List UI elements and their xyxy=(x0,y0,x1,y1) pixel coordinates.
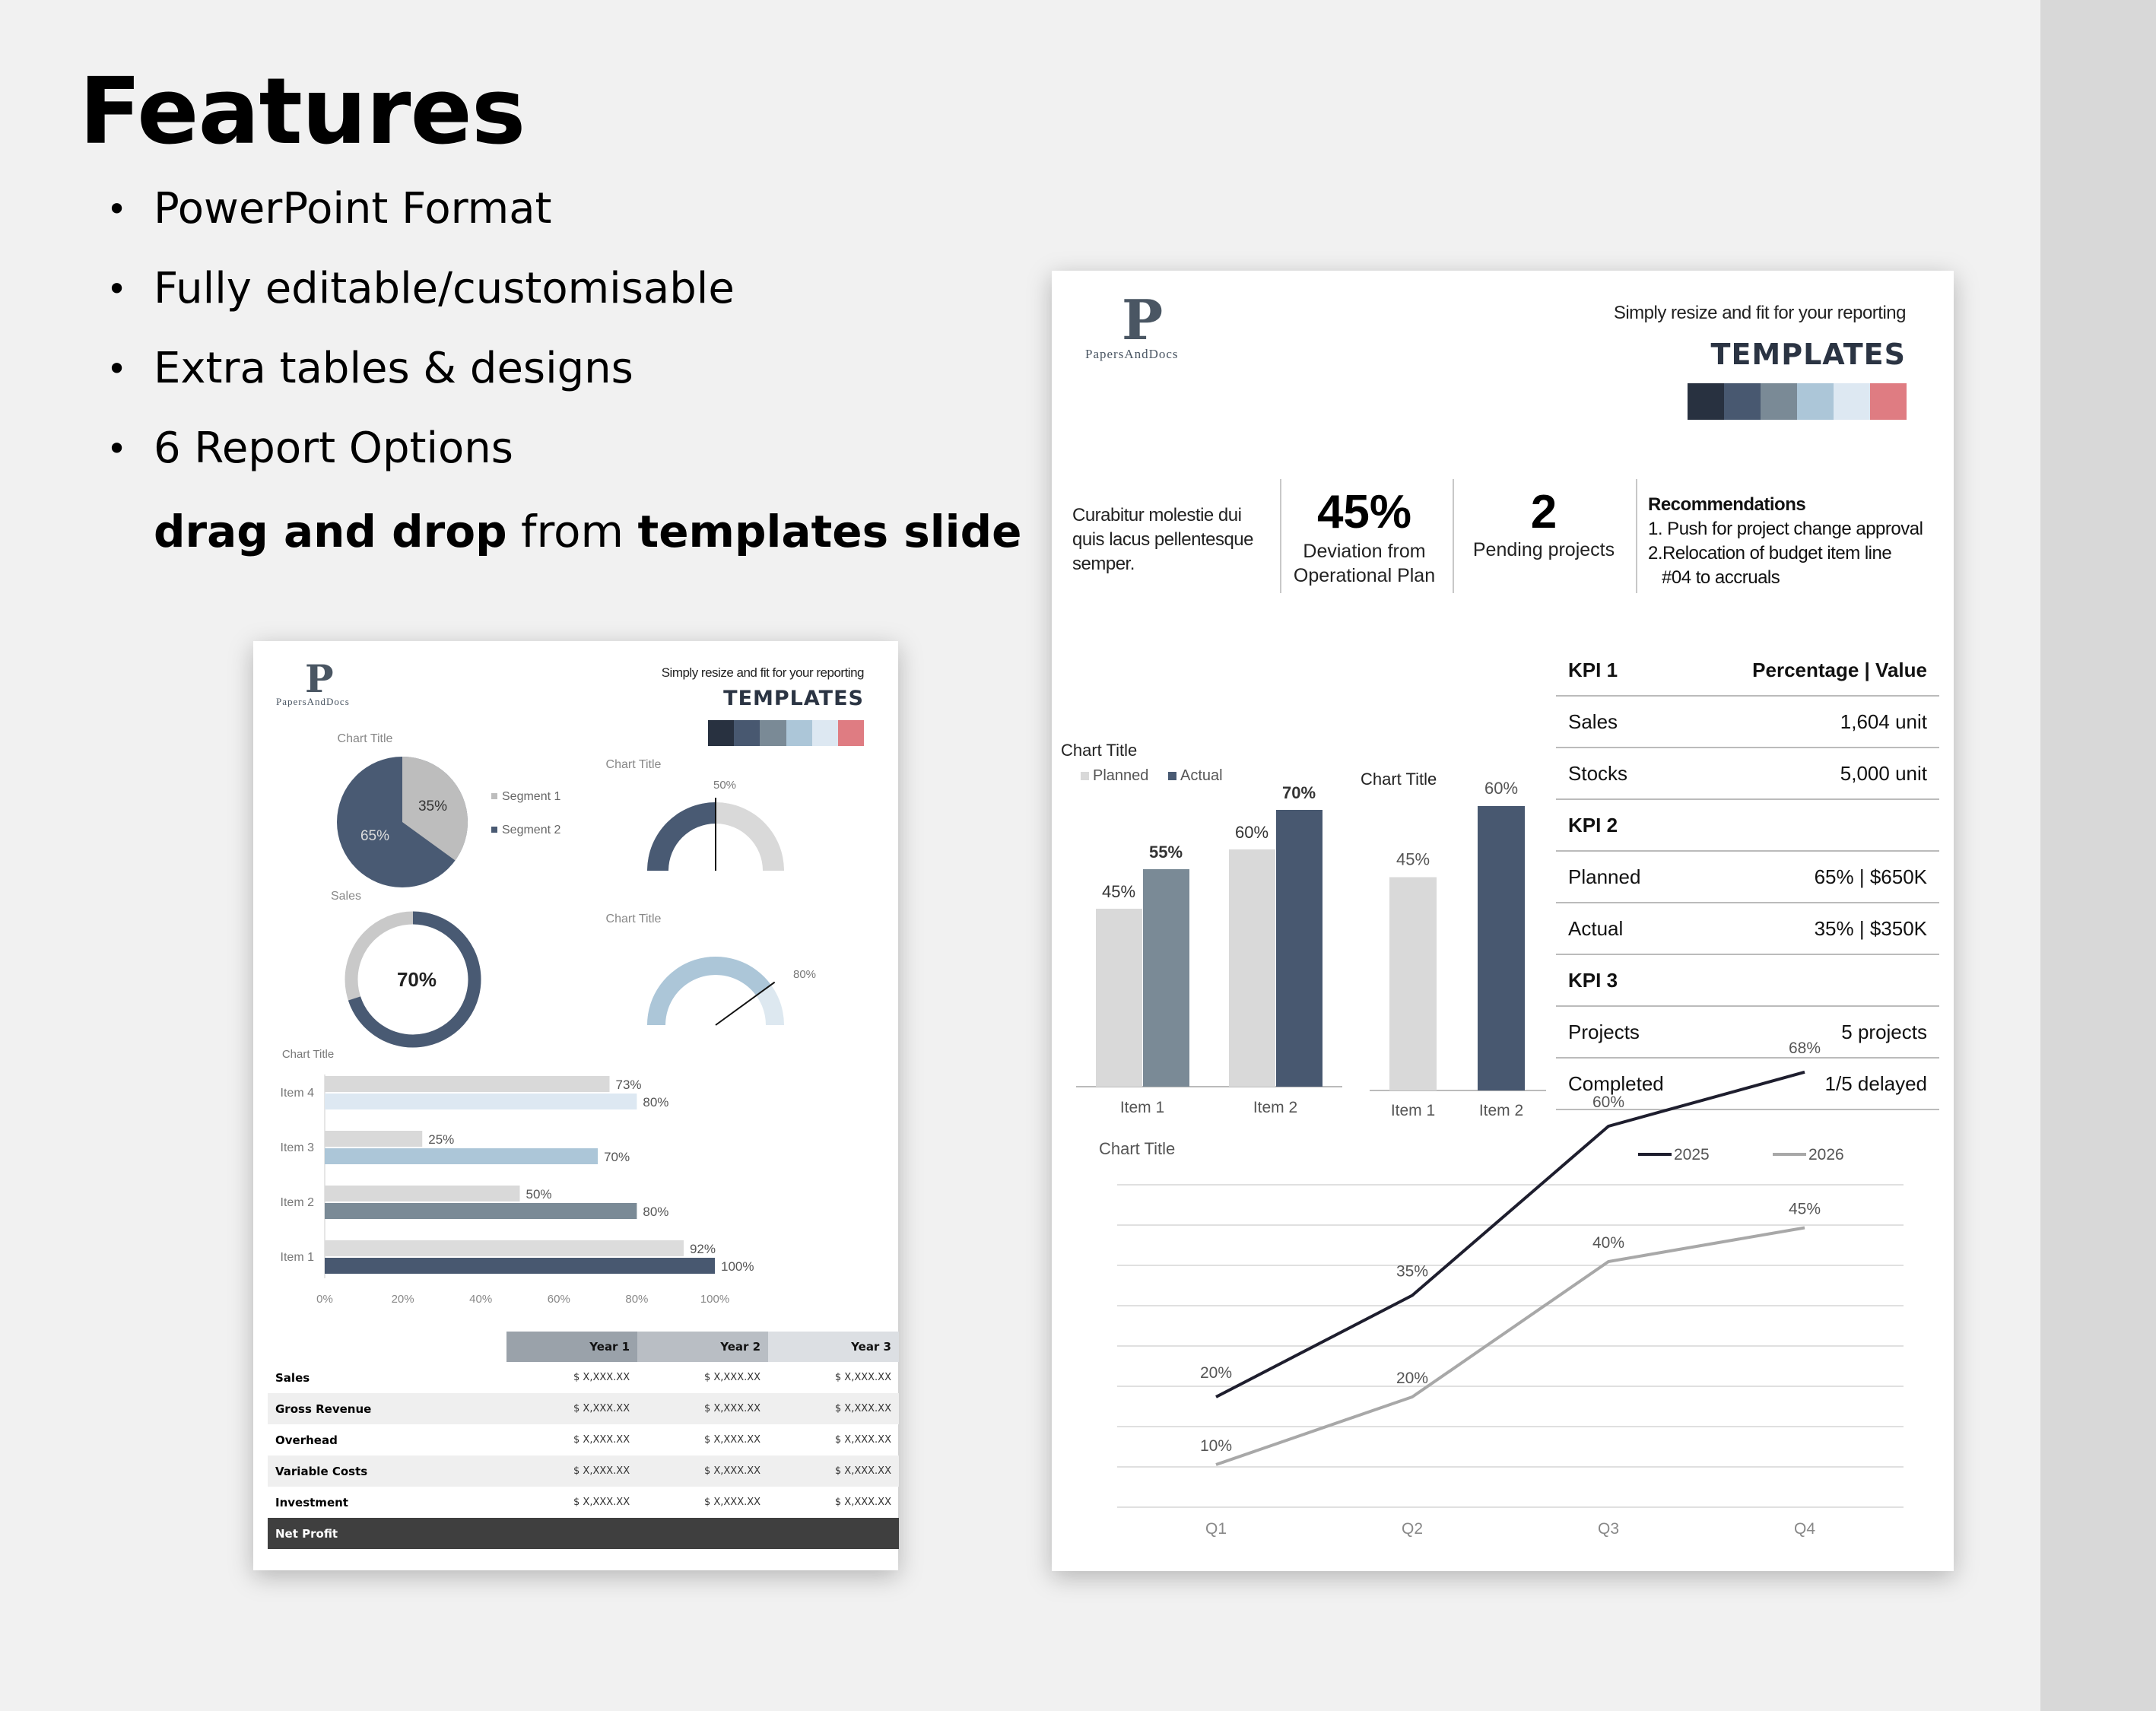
tagline: Simply resize and fit for your reporting xyxy=(661,665,864,680)
kpi-value: 35% | $350K xyxy=(1700,903,1939,954)
table-cell: $ X,XXX.XX xyxy=(834,1465,891,1477)
table-cell: $ X,XXX.XX xyxy=(573,1403,630,1414)
table-cell: $ X,XXX.XX xyxy=(573,1465,630,1477)
line-point-label: 68% xyxy=(1788,1039,1821,1057)
hbar-x-ticks xyxy=(316,1293,729,1306)
feature-text: Fully editable/customisable xyxy=(154,264,735,313)
hbar-bar-series-2 xyxy=(325,1258,715,1274)
hbar-value-label: 92% xyxy=(689,1242,716,1256)
line-x-tick: Q2 xyxy=(1401,1520,1424,1538)
feature-item xyxy=(106,342,735,422)
brand-logo-letter: P xyxy=(1122,287,1164,352)
stat-deviation-value: 45% xyxy=(1316,486,1412,538)
hbar-x-tick: 60% xyxy=(547,1293,570,1306)
feature-text: PowerPoint Format xyxy=(154,184,552,233)
brand-logo-name: PapersAndDocs xyxy=(276,696,350,707)
hbar-value-label: 100% xyxy=(721,1259,754,1274)
kpi-label: Planned xyxy=(1556,851,1700,903)
grouped-bar xyxy=(1276,810,1322,1087)
grouped-bar-value-label: 55% xyxy=(1148,843,1183,862)
simple-bar-value-label: 45% xyxy=(1396,849,1430,869)
hbar-bar-series-1 xyxy=(325,1186,520,1202)
donut-value: 70% xyxy=(396,968,437,991)
hbar-category-label: Item 2 xyxy=(280,1196,314,1209)
grouped-bar xyxy=(1229,849,1275,1087)
line-point-label: 60% xyxy=(1592,1094,1625,1111)
table-header-year-1: Year 1 xyxy=(506,1332,637,1362)
drag-drop-note xyxy=(154,506,1021,557)
stat-pending-label: Pending projects xyxy=(1472,539,1615,560)
line-point-label: 45% xyxy=(1788,1200,1821,1218)
table-row xyxy=(268,1362,899,1393)
table-row-label: Gross Revenue xyxy=(275,1401,372,1416)
page-title: Features xyxy=(79,59,526,165)
simple-bar-value-label: 60% xyxy=(1484,779,1519,798)
kpi-value: Percentage | Value xyxy=(1700,645,1939,696)
legend-label-segment-1: Segment 1 xyxy=(502,790,561,803)
stat-deviation-label-1: Deviation from xyxy=(1303,541,1426,562)
hbar-bar-series-1 xyxy=(325,1131,422,1147)
simple-bar-category-label: Item 2 xyxy=(1478,1102,1524,1119)
hbar-bar-series-2 xyxy=(325,1203,637,1219)
kpi-label: Projects xyxy=(1556,1006,1700,1058)
templates-heading: TEMPLATES xyxy=(1710,338,1906,371)
recommendation-2-cont: #04 to accruals xyxy=(1662,567,1780,588)
simple-bar-category-label: Item 1 xyxy=(1390,1102,1436,1119)
bullet-icon: • xyxy=(106,189,128,230)
line-x-tick: Q4 xyxy=(1793,1520,1816,1538)
drag-drop-from: from xyxy=(506,506,638,557)
recommendations-title: Recommendations xyxy=(1648,494,1806,515)
table-cell: $ X,XXX.XX xyxy=(703,1465,761,1477)
line-point-label: 35% xyxy=(1396,1262,1429,1281)
report-preview-small xyxy=(253,641,898,1570)
pie-label-segment-2: 65% xyxy=(360,828,390,844)
kpi-value: 65% | $650K xyxy=(1700,851,1939,903)
grouped-bar-value-label: 70% xyxy=(1281,783,1316,802)
hbar-bar-series-1 xyxy=(325,1076,609,1092)
legend-label-2025: 2025 xyxy=(1674,1146,1710,1163)
table-cell: $ X,XXX.XX xyxy=(573,1497,630,1508)
kpi-value: 5 projects xyxy=(1700,1006,1939,1058)
table-cell: $ X,XXX.XX xyxy=(834,1372,891,1383)
templates-slide-bold: templates slide xyxy=(637,506,1022,557)
hbar-value-label: 50% xyxy=(526,1187,552,1202)
legend-label-planned: Planned xyxy=(1093,767,1149,784)
table-cell: $ X,XXX.XX xyxy=(703,1497,761,1508)
legend-swatch-segment-1 xyxy=(491,793,497,799)
table-row-label: Variable Costs xyxy=(275,1464,368,1478)
report-preview-large xyxy=(1052,271,1954,1571)
donut-title: Sales xyxy=(330,890,362,903)
grouped-bar-chart xyxy=(1096,783,1322,1116)
arc-gauge-title: Chart Title xyxy=(605,913,662,925)
tagline: Simply resize and fit for your reporting xyxy=(1613,303,1906,323)
table-header-year-2: Year 2 xyxy=(637,1332,768,1362)
line-chart-title: Chart Title xyxy=(1099,1139,1176,1158)
table-cell: $ X,XXX.XX xyxy=(834,1434,891,1446)
hbar-value-label: 70% xyxy=(604,1150,630,1164)
hbar-x-tick: 20% xyxy=(391,1293,414,1306)
stat-pending-value: 2 xyxy=(1530,486,1557,538)
table-row xyxy=(268,1393,899,1424)
legend-label-2026: 2026 xyxy=(1808,1146,1844,1163)
table-cell: $ X,XXX.XX xyxy=(703,1434,761,1446)
line-point-label: 20% xyxy=(1199,1364,1233,1382)
templates-heading: TEMPLATES xyxy=(723,687,864,710)
feature-item xyxy=(106,183,735,262)
table-cell: $ X,XXX.XX xyxy=(703,1403,761,1414)
stat-deviation-label-2: Operational Plan xyxy=(1293,565,1436,586)
feature-item xyxy=(106,262,735,342)
pie-label-segment-1: 35% xyxy=(418,798,448,814)
grouped-bar-category-label: Item 1 xyxy=(1119,1099,1165,1116)
right-side-strip xyxy=(2040,0,2156,1711)
hbar-x-tick: 80% xyxy=(625,1293,649,1306)
bullet-icon: • xyxy=(106,428,128,469)
table-row xyxy=(268,1455,899,1487)
kpi-label: Completed xyxy=(1556,1058,1700,1109)
kpi-value: 1/5 delayed xyxy=(1700,1058,1939,1109)
table-row-label: Sales xyxy=(275,1370,310,1385)
feature-text: Extra tables & designs xyxy=(154,344,633,393)
kpi-label: Actual xyxy=(1556,903,1700,954)
grouped-bar xyxy=(1143,869,1189,1087)
recommendation-2: 2.Relocation of budget item line xyxy=(1648,543,1892,563)
line-point-label: 20% xyxy=(1396,1370,1429,1387)
intro-text: Curabitur molestie dui quis lacus pellentesque semper. xyxy=(1072,505,1254,574)
legend-swatch-planned xyxy=(1081,772,1089,780)
brand-logo-name: PapersAndDocs xyxy=(1085,347,1179,361)
feature-item xyxy=(106,422,735,502)
legend-swatch-actual xyxy=(1168,772,1176,780)
table-header-year-3: Year 3 xyxy=(768,1332,899,1362)
table-cell: $ X,XXX.XX xyxy=(834,1497,891,1508)
table-row-label: Overhead xyxy=(275,1433,338,1447)
kpi-label: KPI 1 xyxy=(1556,645,1700,696)
grouped-bar-value-label: 60% xyxy=(1234,823,1269,842)
large-page-charts xyxy=(1052,271,1954,1571)
table-row xyxy=(268,1487,899,1518)
kpi-label: KPI 3 xyxy=(1556,954,1700,1006)
hbar-value-label: 73% xyxy=(615,1078,642,1092)
hbar-bar-series-2 xyxy=(325,1094,637,1109)
kpi-value: 1,604 unit xyxy=(1700,696,1939,748)
table-cell: $ X,XXX.XX xyxy=(834,1403,891,1414)
hbar-x-tick: 40% xyxy=(469,1293,493,1306)
table-footer-row xyxy=(268,1518,899,1549)
simple-bar-title: Chart Title xyxy=(1361,770,1437,789)
financial-table xyxy=(268,1332,899,1549)
hbar-x-tick: 0% xyxy=(316,1293,333,1306)
table-cell: $ X,XXX.XX xyxy=(573,1434,630,1446)
legend-label-segment-2: Segment 2 xyxy=(502,824,561,836)
arc-gauge-label: 80% xyxy=(792,968,817,981)
legend-label-actual: Actual xyxy=(1180,767,1223,784)
line-x-tick: Q1 xyxy=(1205,1520,1227,1538)
table-header-row xyxy=(268,1332,899,1362)
bullet-icon: • xyxy=(106,348,128,389)
hbar-category-label: Item 3 xyxy=(280,1141,314,1154)
half-gauge-label: 50% xyxy=(713,779,737,792)
line-point-label: 40% xyxy=(1592,1234,1625,1252)
line-point-label: 10% xyxy=(1199,1437,1233,1455)
grouped-bar-category-label: Item 2 xyxy=(1253,1099,1298,1116)
table-row-label: Investment xyxy=(275,1495,348,1509)
line-x-tick: Q3 xyxy=(1597,1520,1620,1538)
hbar-value-label: 80% xyxy=(643,1205,669,1219)
half-gauge-title: Chart Title xyxy=(605,758,662,771)
simple-bar-chart xyxy=(1389,779,1525,1119)
hbar-value-label: 80% xyxy=(643,1095,669,1109)
simple-bar xyxy=(1389,878,1437,1091)
kpi-value: 5,000 unit xyxy=(1700,748,1939,799)
bullet-icon: • xyxy=(106,268,128,310)
kpi-label: Stocks xyxy=(1556,748,1700,799)
pie-title: Chart Title xyxy=(337,732,393,745)
hbar-value-label: 25% xyxy=(428,1132,455,1147)
feature-text: 6 Report Options xyxy=(154,424,513,473)
brand-logo-letter: P xyxy=(305,656,334,701)
simple-bar xyxy=(1478,806,1525,1090)
drag-drop-bold: drag and drop xyxy=(154,506,507,557)
hbar-category-label: Item 1 xyxy=(280,1251,314,1264)
grouped-bar-title: Chart Title xyxy=(1061,741,1138,760)
table-cell: $ X,XXX.XX xyxy=(573,1372,630,1383)
hbar-chart xyxy=(281,1076,754,1274)
kpi-label: Sales xyxy=(1556,696,1700,748)
table-row xyxy=(268,1424,899,1455)
hbar-category-label: Item 4 xyxy=(280,1087,314,1100)
legend-swatch-segment-2 xyxy=(491,827,497,833)
table-footer-label: Net Profit xyxy=(275,1526,338,1541)
hbar-bar-series-2 xyxy=(325,1148,598,1164)
recommendation-1: 1. Push for project change approval xyxy=(1648,519,1923,539)
arc-gauge-fill xyxy=(647,957,771,1025)
hbar-x-tick: 100% xyxy=(700,1293,730,1306)
table-cell: $ X,XXX.XX xyxy=(703,1372,761,1383)
hbar-bar-series-1 xyxy=(325,1240,684,1256)
line-series-2025 xyxy=(1216,1072,1805,1397)
grouped-bar xyxy=(1096,909,1142,1087)
hbar-title: Chart Title xyxy=(281,1048,335,1061)
feature-list xyxy=(106,183,735,502)
kpi-label: KPI 2 xyxy=(1556,799,1700,851)
half-gauge-fill xyxy=(647,802,716,871)
grouped-bar-value-label: 45% xyxy=(1101,882,1136,901)
